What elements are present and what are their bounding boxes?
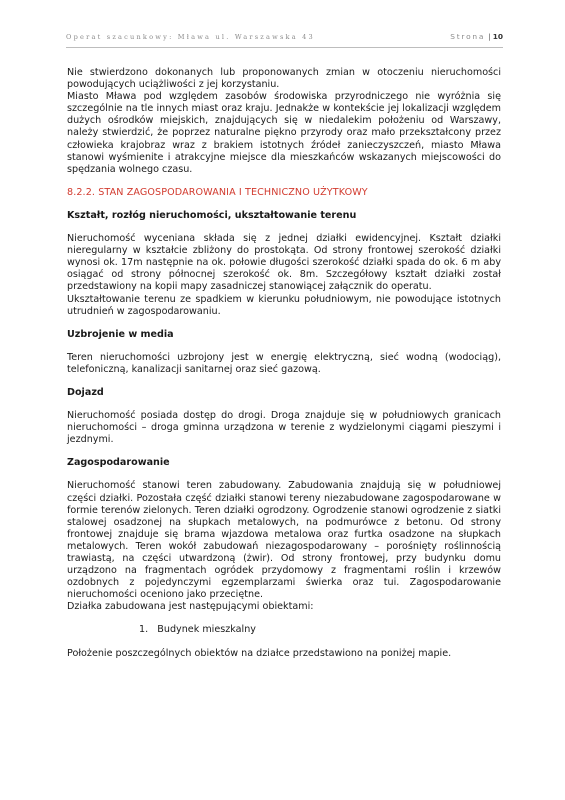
page-separator: | (488, 32, 491, 41)
page-label: Strona (450, 32, 486, 41)
access-paragraph: Nieruchomość posiada dostęp do drogi. Droga znajduje się w południowych granicach nieruchomości – droga gminna urządzona w terenie z wydzielonymi ciągami pieszymi i jezdnymi. (67, 410, 501, 446)
development-paragraph-1: Nieruchomość stanowi teren zabudowany. Zabudowania znajdują się w południowej części działki. Pozostała część działki stanowi tereny niezabudowane zagospodarowane w formie terenów zielonych. Teren działki ogrodzony. Ogrodzenie stanowi ogrodzenie z siatki stalowej osadzonej na słupkach metalowych, na podmurówce z betonu. Od strony frontowej znajduje się brama wjazdowa metalowa oraz furtka osadzone na słupkach metalowych. Teren wokół zabudowań niezagospodarowany – porośnięty roślinnością trawiastą, na części utwardzoną (żwir). Od strony frontowej, przy budynku domu urządzono na fragmentach ogródek przydomowy z fragmentami roślin i krzewów ozdobnych z pojedynczymi egzemplarzami świerka oraz tui. Zagospodarowanie nieruchomości oceniono jako przeciętne. (67, 480, 501, 601)
page-header (66, 31, 503, 48)
closing-paragraph: Położenie poszczególnych obiektów na działce przedstawiono na poniżej mapie. (67, 647, 452, 659)
building-list (67, 624, 501, 636)
shape-heading: Kształt, rozłóg nieruchomości, ukształtowanie terenu (67, 209, 357, 221)
utilities-paragraph: Teren nieruchomości uzbrojony jest w energię elektryczną, sieć wodną (wodociąg), telefoniczną, kanalizacji sanitarnej oraz sieć gazową. (67, 351, 501, 375)
document-title: Operat szacunkowy: Mława ul. Warszawska 43 (66, 33, 315, 41)
shape-paragraph-2: Ukształtowanie terenu ze spadkiem w kierunku południowym, nie powodujące istotnych utrudnień w zagospodarowaniu. (67, 293, 501, 317)
development-heading: Zagospodarowanie (67, 457, 170, 469)
list-item: 1. Budynek mieszkalny (139, 624, 256, 636)
section-title: 8.2.2. STAN ZAGOSPODAROWANIA I TECHNICZNO UŻYTKOWY (67, 186, 368, 198)
access-heading: Dojazd (67, 386, 104, 398)
utilities-heading: Uzbrojenie w media (67, 328, 174, 340)
page-indicator (450, 32, 503, 41)
page-content (67, 67, 501, 660)
development-paragraph-2: Działka zabudowana jest następującymi obiektami: (67, 601, 314, 613)
shape-paragraph-1: Nieruchomość wyceniana składa się z jednej działki ewidencyjnej. Kształt działki nieregularny w kształcie zbliżony do prostokąta. Od strony frontowej szerokość działki wynosi ok. 17m następnie na ok. połowie długości szerokość działki spada do ok. 6 m aby osiągać od strony północnej szerokość ok. 8m. Szczegółowy kształt działki został przedstawiony na kopii mapy zasadniczej stanowiącej załącznik do operatu. (67, 233, 501, 293)
page-number: 10 (492, 32, 503, 41)
intro-paragraph-2: Miasto Mława pod względem zasobów środowiska przyrodniczego nie wyróżnia się szczególnie na tle innych miast oraz kraju. Jednakże w kontekście jej lokalizacji względem dużych ośrodków miejskich, znajdujących się w niedalekim położeniu od Warszawy, należy stwierdzić, że poprzez naturalne piękno przyrody oraz mało przekształcony przez człowieka krajobraz wraz z brakiem istotnych źródeł zanieczyszczeń, miasto Mława stanowi wyśmienite i atrakcyjne miejsce dla mieszkańców wskazanych miejscowości do spędzania wolnego czasu. (67, 91, 501, 175)
intro-paragraph-1: Nie stwierdzono dokonanych lub proponowanych zmian w otoczeniu nieruchomości powodujących uciążliwości z jej korzystaniu. (67, 67, 501, 91)
